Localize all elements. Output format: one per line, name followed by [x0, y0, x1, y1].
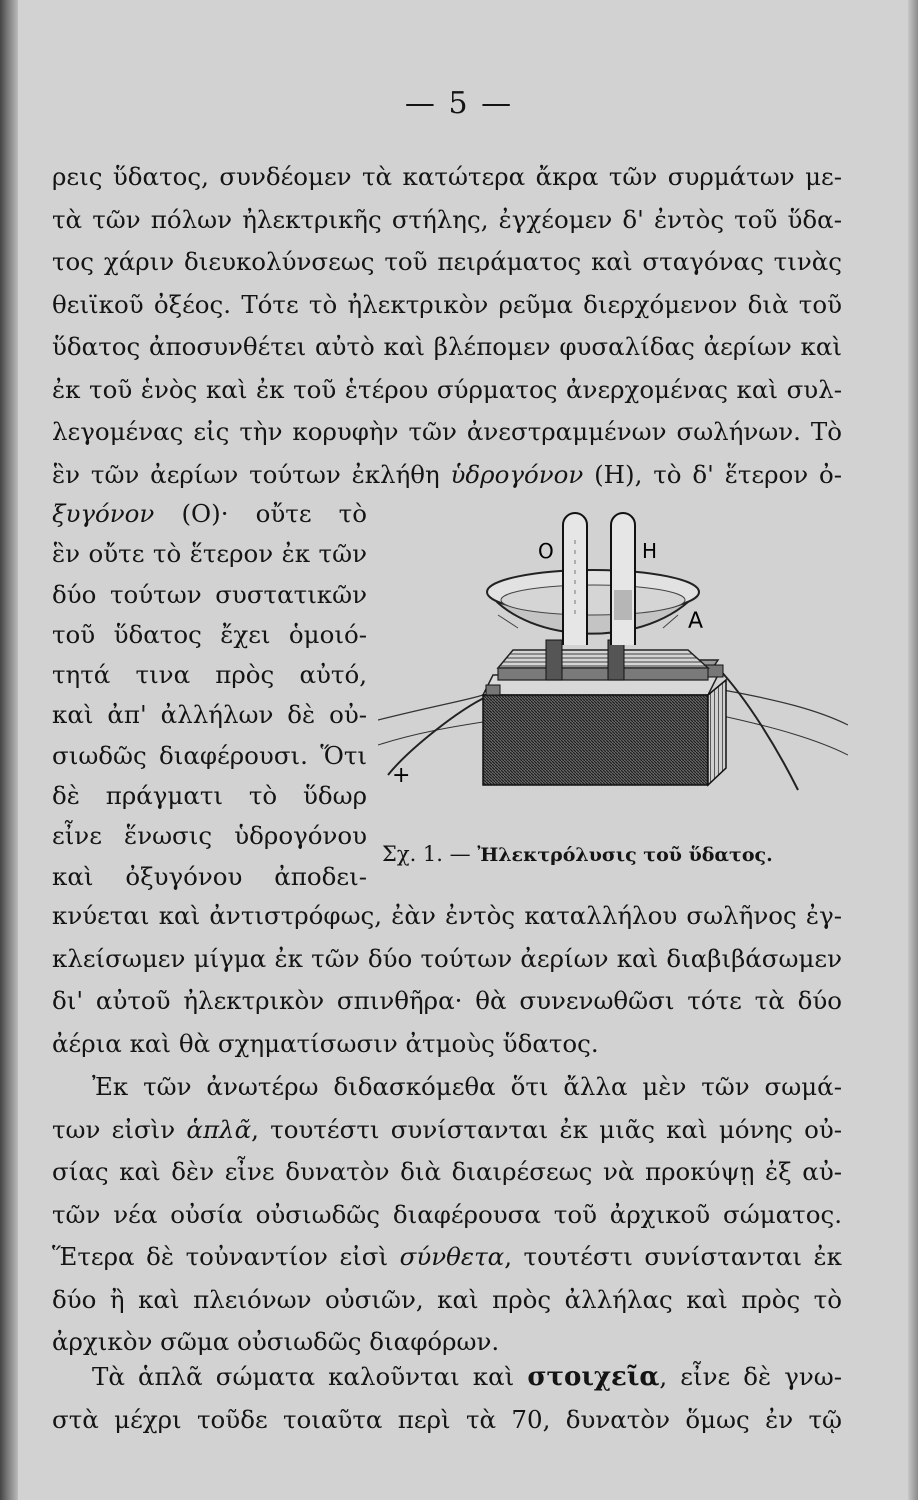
term-simple: ἁπλᾶ	[186, 1114, 252, 1144]
text-line: ἀρχικὸν σῶμα οὐσιωδῶς διαφόρων.	[52, 1327, 500, 1356]
text-line: δι' αὐτοῦ ἠλεκτρικὸν σπινθῆρα· θὰ συνενωθῶσι τότε τὰ δύο	[52, 986, 842, 1015]
text-line: καὶ ὀξυγόνου ἀποδει-	[52, 861, 367, 891]
text-line: ἓν οὔτε τὸ ἕτερον ἐκ τῶν	[52, 539, 367, 569]
text-line: δύο τούτων συστατικῶν	[52, 579, 367, 609]
pedestal	[498, 650, 708, 680]
text-line	[52, 1236, 842, 1279]
page-binding-shadow	[0, 0, 18, 1500]
text-line: καὶ ἀπ' ἀλλήλων δὲ οὐ-	[52, 700, 367, 730]
text-fragment: Τὰ ἁπλᾶ σώματα καλοῦνται καὶ	[92, 1362, 528, 1391]
text-line: τοῦ ὕδατος ἔχει ὁμοιό-	[52, 619, 367, 649]
term-compound: σύνθετα	[399, 1242, 505, 1271]
text-line	[52, 1109, 842, 1152]
text-line: τος χάριν διευκολύνσεως τοῦ πειράματος καὶ σταγόνας τινὰς	[52, 247, 842, 276]
text-fragment: , τουτέστι συνίστανται ἐκ μιᾶς καὶ μόνης οὐ-	[251, 1114, 842, 1144]
text-fragment: , τουτέστι συνίστανται ἐκ	[504, 1242, 842, 1271]
electrode-left	[546, 640, 562, 680]
text-line	[52, 454, 842, 497]
caption-title: Ἠλεκτρόλυσις τοῦ ὕδατος.	[477, 844, 773, 866]
text-line: στὰ μέχρι τοῦδε τοιαῦτα περὶ τὰ 70, δυνατὸν ὅμως ἐν τῷ	[52, 1404, 842, 1434]
tube-oxygen	[563, 513, 587, 645]
page-number: — 5 —	[404, 86, 514, 121]
paragraph-beside-figure	[52, 494, 367, 897]
electrode-right	[608, 640, 624, 680]
hydrogen-label: Η	[642, 539, 658, 563]
text-line: σιωδῶς διαφέρουσι. Ὅτι	[52, 740, 367, 770]
text-line: τῶν νέα οὐσία οὐσιωδῶς διαφέρουσα τοῦ ἀρχικοῦ σώματος.	[52, 1199, 842, 1229]
text-line: λεγομένας εἰς τὴν κορυφὴν τῶν ἀνεστραμμένων σωλήνων. Τὸ	[52, 417, 842, 446]
glass-bowl	[487, 570, 699, 634]
text-line: Ἐκ τῶν ἀνωτέρω διδασκόμεθα ὅτι ἄλλα μὲν τῶν σωμά-	[92, 1072, 842, 1101]
text-line: θειϊκοῦ ὀξέος. Τότε τὸ ἠλεκτρικὸν ρεῦμα διερχόμενον διὰ τοῦ	[52, 289, 842, 319]
text-line: δὲ πράγματι τὸ ὕδωρ	[52, 781, 367, 811]
paragraph-top	[52, 156, 842, 496]
plus-terminal-label: +	[392, 763, 411, 788]
text-line: ἐκ τοῦ ἑνὸς καὶ ἐκ τοῦ ἑτέρου σύρματος ἀνερχομένας καὶ συλ-	[52, 374, 842, 404]
text-line: ἀέρια καὶ θὰ σχηματίσωσιν ἀτμοὺς ὕδατος.	[52, 1028, 599, 1058]
text-line	[52, 1356, 842, 1399]
text-line	[52, 494, 367, 534]
text-fragment: Ἕτερα δὲ τοὐναντίον εἰσὶ	[52, 1242, 400, 1271]
oxygen-label: Ο	[538, 539, 554, 563]
page-edge	[908, 0, 918, 1500]
text-line: κλείσωμεν μίγμα ἐκ τῶν δύο τούτων ἀερίων καὶ διαβιβάσωμεν	[52, 943, 842, 973]
caption-prefix: Σχ. 1. —	[382, 842, 478, 866]
text-fragment: , εἶνε δὲ γνω-	[659, 1362, 842, 1391]
paragraph-simple-compound	[52, 1066, 842, 1364]
paragraph-elements	[52, 1356, 842, 1441]
paragraph-middle	[52, 895, 842, 1065]
tube-hydrogen	[611, 513, 635, 645]
text-line: ὕδατος ἀποσυνθέτει αὐτὸ καὶ βλέπομεν φυσαλίδας ἀερίων καὶ	[52, 332, 842, 361]
text-line: εἶνε ἕνωσις ὑδρογόνου	[52, 821, 367, 851]
figure-caption	[382, 842, 832, 866]
text-fragment: των εἰσὶν	[52, 1114, 187, 1144]
text-fragment: (Ο)· οὔτε τὸ	[154, 499, 367, 528]
term-elements: στοιχεῖα	[527, 1362, 660, 1392]
term-hydrogen: ὑδρογόνον	[450, 459, 584, 489]
electrolysis-illustration	[378, 500, 848, 830]
text-fragment: (Η), τὸ δ' ἕτερον ὀ-	[583, 459, 843, 489]
text-line: ρεις ὕδατος, συνδέομεν τὰ κατώτερα ἄκρα τῶν συρμάτων με-	[52, 162, 842, 191]
text-line: σίας καὶ δὲν εἶνε δυνατὸν διὰ διαιρέσεως νὰ προκύψῃ ἐξ αὐ-	[52, 1157, 842, 1186]
text-fragment: ἓν τῶν ἀερίων τούτων ἐκλήθη	[52, 459, 451, 489]
text-line: κνύεται καὶ ἀντιστρόφως, ἐὰν ἐντὸς καταλλήλου σωλῆνος ἐγ-	[52, 901, 842, 930]
text-line: τὰ τῶν πόλων ἠλεκτρικῆς στήλης, ἐγχέομεν δ' ἐντὸς τοῦ ὕδα-	[52, 204, 842, 234]
text-line: δύο ἢ καὶ πλειόνων οὐσιῶν, καὶ πρὸς ἀλλήλας καὶ πρὸς τὸ	[52, 1284, 842, 1314]
wire-right	[718, 668, 798, 790]
term-oxygen: ξυγόνον	[52, 499, 155, 528]
text-line: τητά τινα πρὸς αὐτό,	[52, 660, 367, 690]
bowl-label: Α	[688, 609, 704, 634]
